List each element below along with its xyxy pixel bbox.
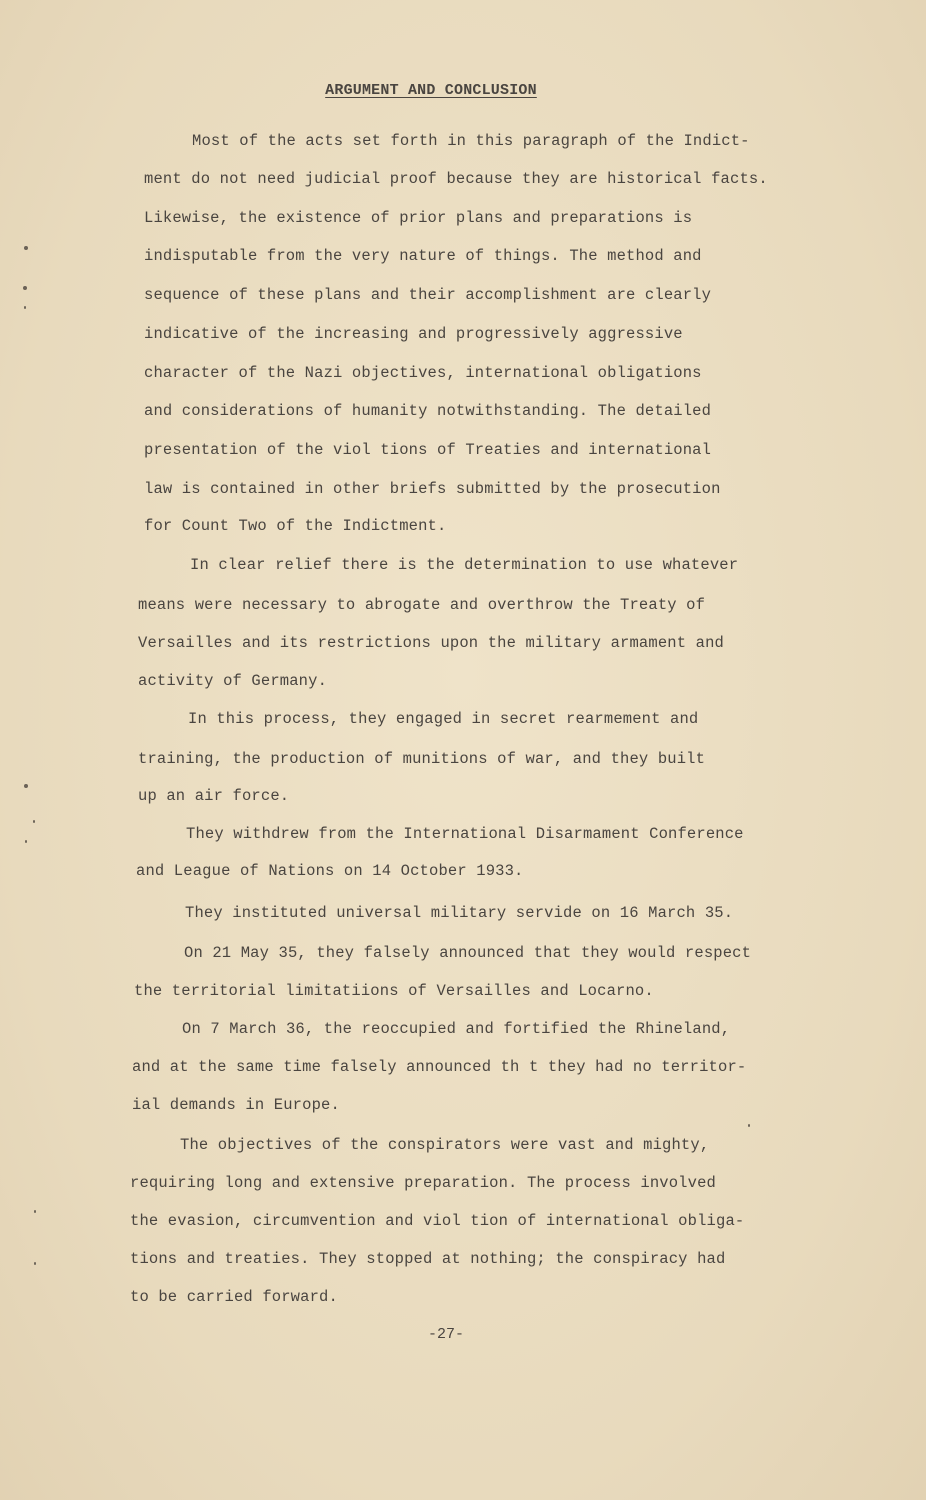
paragraph-1-line-3: Likewise, the existence of prior plans and preparations is <box>144 209 693 227</box>
paragraph-6-line-1: On 21 May 35, they falsely announced that they would respect <box>184 944 752 962</box>
paragraph-3-line-2: training, the production of munitions of war, and they built <box>138 750 706 768</box>
paragraph-7-line-1: On 7 March 36, the reoccupied and fortified the Rhineland, <box>182 1020 731 1038</box>
paragraph-8-line-4: tions and treaties. They stopped at nothing; the conspiracy had <box>130 1250 726 1268</box>
paragraph-8-line-2: requiring long and extensive preparation. The process involved <box>130 1174 716 1192</box>
paper-speck <box>24 784 28 788</box>
paragraph-2-line-1: In clear relief there is the determination to use whatever <box>190 556 739 574</box>
paragraph-1-line-9: presentation of the viol tions of Treaties and international <box>144 441 712 459</box>
paragraph-2-line-2: means were necessary to abrogate and overthrow the Treaty of <box>138 596 706 614</box>
paragraph-1-line-7: character of the Nazi objectives, international obligations <box>144 364 702 382</box>
paragraph-4-line-2: and League of Nations on 14 October 1933. <box>136 862 524 880</box>
paper-speck <box>34 1210 36 1213</box>
paper-speck <box>23 286 27 290</box>
paragraph-8-line-1: The objectives of the conspirators were vast and mighty, <box>180 1136 710 1154</box>
page-number: -27- <box>427 1326 464 1343</box>
paper-speck <box>24 306 26 309</box>
paragraph-1-line-8: and considerations of humanity notwithstanding. The detailed <box>144 402 712 420</box>
paragraph-1-line-2: ment do not need judicial proof because they are historical facts. <box>144 170 768 188</box>
paragraph-2-line-4: activity of Germany. <box>138 672 328 690</box>
paragraph-7-line-3: ial demands in Europe. <box>132 1096 340 1114</box>
paragraph-1-line-5: sequence of these plans and their accomplishment are clearly <box>144 286 712 304</box>
paper-speck <box>748 1124 750 1127</box>
paragraph-3-line-1: In this process, they engaged in secret rearmement and <box>188 710 699 728</box>
paper-speck <box>34 1262 36 1265</box>
paragraph-8-line-5: to be carried forward. <box>130 1288 338 1306</box>
paragraph-4-line-1: They withdrew from the International Disarmament Conference <box>186 825 744 843</box>
paragraph-1-line-1: Most of the acts set forth in this paragraph of the Indict- <box>192 132 750 150</box>
paragraph-6-line-2: the territorial limitatiions of Versailles and Locarno. <box>134 982 654 1000</box>
paragraph-1-line-10: law is contained in other briefs submitted by the prosecution <box>144 480 721 498</box>
paragraph-1-line-4: indisputable from the very nature of things. The method and <box>144 247 702 265</box>
paragraph-7-line-2: and at the same time falsely announced th t they had no territor- <box>132 1058 747 1076</box>
paper-speck <box>24 246 28 250</box>
document-heading: ARGUMENT AND CONCLUSION <box>325 82 537 99</box>
paragraph-5-line-1: They instituted universal military servide on 16 March 35. <box>185 904 734 922</box>
paragraph-1-line-6: indicative of the increasing and progressively aggressive <box>144 325 683 343</box>
paragraph-2-line-3: Versailles and its restrictions upon the military armament and <box>138 634 724 652</box>
paper-speck <box>33 820 35 823</box>
paragraph-8-line-3: the evasion, circumvention and viol tion of international obliga- <box>130 1212 745 1230</box>
paragraph-3-line-3: up an air force. <box>138 787 290 805</box>
paragraph-1-line-11: for Count Two of the Indictment. <box>144 517 447 535</box>
paper-speck <box>25 840 27 843</box>
